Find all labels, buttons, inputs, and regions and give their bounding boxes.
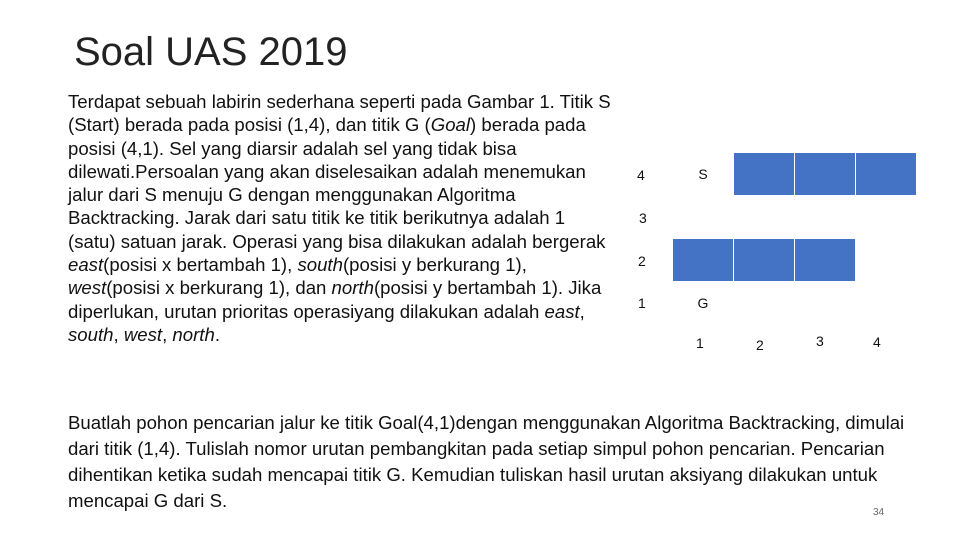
x-label-1: 1 (696, 335, 704, 351)
x-label-3: 3 (816, 333, 824, 349)
slide-title: Soal UAS 2019 (74, 30, 348, 74)
maze-cell-open (795, 282, 856, 325)
maze-cell-open (795, 196, 856, 239)
maze-row (673, 153, 917, 196)
maze-cell-wall (734, 153, 795, 196)
maze-row (673, 196, 917, 239)
maze-cell-wall (856, 153, 917, 196)
maze-cell-open (734, 196, 795, 239)
maze-cell-s: S (673, 153, 734, 196)
maze-cell-wall (795, 153, 856, 196)
x-label-4: 4 (873, 334, 881, 350)
y-label-1: 1 (638, 295, 646, 311)
y-label-4: 4 (637, 167, 645, 183)
maze-cell-wall (734, 239, 795, 282)
y-label-2: 2 (638, 253, 646, 269)
maze-cell-open (856, 239, 917, 282)
maze-row (673, 239, 917, 282)
maze-cell-open (673, 196, 734, 239)
task-instructions: Buatlah pohon pencarian jalur ke titik Goal(4,1)dengan menggunakan Algoritma Backtracking, dimulai dari titik (1,4). Tulislah nomor urutan pembangkitan pada setiap simpul pohon pencarian. Pencarian dihentikan ketika sudah mencapai titik G. Kemudian tuliskan hasil urutan aksiyang dilakukan untuk mencapai G dari S. (68, 412, 905, 511)
page-number: 34 (873, 507, 885, 518)
maze-cell-open (734, 282, 795, 325)
problem-paragraph: Terdapat sebuah labirin sederhana seperti pada Gambar 1. Titik S (Start) berada pada posisi (1,4), dan titik G (Goal) berada pada posisi (4,1). Sel yang diarsir adalah sel yang tidak bisa dilewati.Persoalan yang akan diselesaikan adalah menemukan jalur dari S menuju G dengan menggunakan Algoritma Backtracking. Jarak dari satu titik ke titik berikutnya adalah 1 (satu) satuan jarak. Operasi yang bisa dilakukan adalah bergerak east(posisi x bertambah 1), south(posisi y berkurang 1), west(posisi x berkurang 1), dan north(posisi y bertambah 1). Jika diperlukan, urutan prioritas operasiyang dilakukan adalah east, south, west, north. (68, 91, 611, 345)
maze-cell-g: G (673, 282, 734, 325)
maze-cell-wall (673, 239, 734, 282)
y-label-3: 3 (639, 210, 647, 226)
maze-row (673, 282, 917, 325)
maze-cell-open (856, 282, 917, 325)
maze-cell-open (856, 196, 917, 239)
x-label-2: 2 (756, 337, 764, 353)
maze-grid (672, 152, 917, 325)
maze-cell-wall (795, 239, 856, 282)
